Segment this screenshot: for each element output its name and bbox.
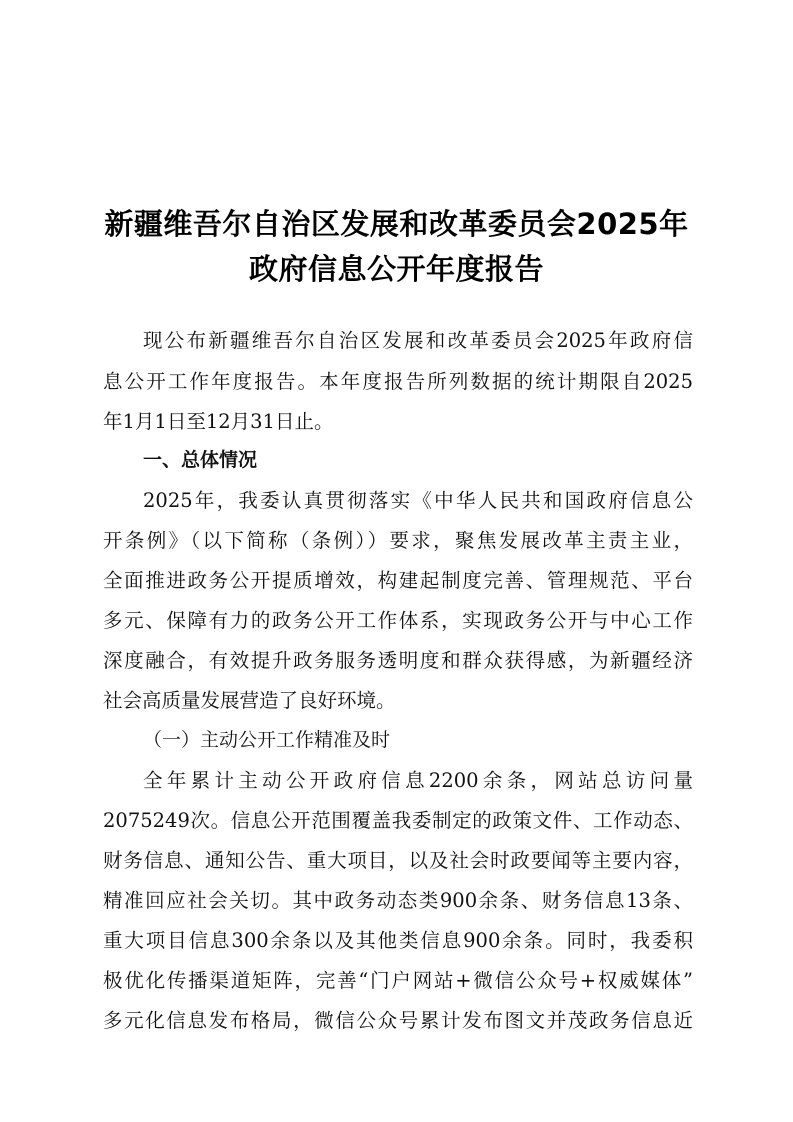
overview-paragraph-line: 深度融合，有效提升政务服务透明度和群众获得感，为新疆经济 bbox=[103, 649, 693, 672]
intro-paragraph-line: 息公开工作年度报告。本年度报告所列数据的统计期限自2025 bbox=[103, 370, 693, 393]
disclosure-paragraph-line: 财务信息、通知公告、重大项目，以及社会时政要闻等主要内容， bbox=[103, 849, 693, 872]
disclosure-paragraph-line: 多元化信息发布格局，微信公众号累计发布图文并茂政务信息近 bbox=[103, 1009, 693, 1032]
report-title-line-1: 新疆维吾尔自治区发展和改革委员会2025年 bbox=[104, 207, 689, 241]
overview-paragraph-line: 2025年，我委认真贯彻落实《中华人民共和国政府信息公 bbox=[143, 489, 693, 512]
overview-paragraph-line: 全面推进政务公开提质增效，构建起制度完善、管理规范、平台 bbox=[103, 569, 693, 592]
intro-paragraph-line: 年1月1日至12月31日止。 bbox=[103, 410, 334, 433]
overview-paragraph-line: 开条例》（以下简称（条例））要求，聚焦发展改革主责主业， bbox=[103, 529, 693, 552]
disclosure-paragraph-line: 2075249次。信息公开范围覆盖我委制定的政策文件、工作动态、 bbox=[103, 809, 693, 832]
disclosure-paragraph-line: 重大项目信息300余条以及其他类信息900余条。同时，我委积 bbox=[103, 929, 693, 952]
disclosure-paragraph-line: 全年累计主动公开政府信息2200余条，网站总访问量 bbox=[143, 769, 693, 792]
overview-paragraph-line: 社会高质量发展营造了良好环境。 bbox=[103, 689, 396, 712]
subsection-heading-proactive-disclosure: （一）主动公开工作精准及时 bbox=[143, 729, 391, 751]
intro-paragraph-line: 现公布新疆维吾尔自治区发展和改革委员会2025年政府信 bbox=[143, 329, 693, 352]
disclosure-paragraph-line: 极优化传播渠道矩阵，完善“门户网站+微信公众号+权威媒体” bbox=[103, 969, 693, 992]
report-title-line-2: 政府信息公开年度报告 bbox=[248, 252, 544, 286]
section-heading-overview: 一、总体情况 bbox=[143, 449, 258, 471]
disclosure-paragraph-line: 精准回应社会关切。其中政务动态类900余条、财务信息13条、 bbox=[103, 889, 693, 912]
overview-paragraph-line: 多元、保障有力的政务公开工作体系，实现政务公开与中心工作 bbox=[103, 609, 693, 632]
